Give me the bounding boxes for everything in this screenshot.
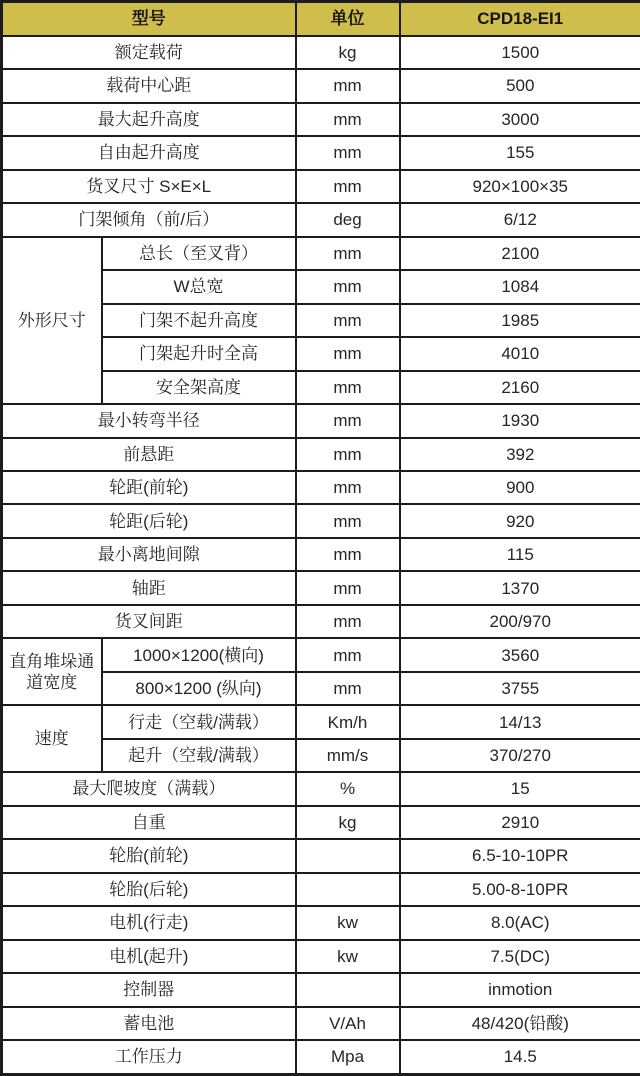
spec-value: 392 (400, 438, 640, 471)
spec-value: 155 (400, 136, 640, 169)
spec-value: 900 (400, 471, 640, 504)
spec-label: 轮胎(前轮) (2, 839, 296, 872)
spec-label: 轮距(前轮) (2, 471, 296, 504)
spec-label: 额定载荷 (2, 36, 296, 69)
spec-unit: mm (296, 672, 400, 705)
spec-unit: mm (296, 69, 400, 102)
table-row (2, 1007, 640, 1040)
spec-label: 货叉间距 (2, 605, 296, 638)
spec-unit: mm (296, 471, 400, 504)
spec-label: 蓄电池 (2, 1007, 296, 1040)
spec-unit: mm (296, 605, 400, 638)
spec-value: 14.5 (400, 1040, 640, 1074)
spec-label: 起升（空载/满载） (102, 739, 296, 772)
spec-unit: mm (296, 371, 400, 404)
table-row (2, 940, 640, 973)
spec-label: 800×1200 (纵向) (102, 672, 296, 705)
spec-label: 货叉尺寸 S×E×L (2, 170, 296, 203)
spec-value: 920×100×35 (400, 170, 640, 203)
spec-unit: mm (296, 103, 400, 136)
spec-value: 6.5-10-10PR (400, 839, 640, 872)
spec-value: 1500 (400, 36, 640, 69)
table-row (2, 103, 640, 136)
spec-label: 前悬距 (2, 438, 296, 471)
spec-group-label: 直角堆垛通道宽度 (2, 638, 102, 705)
spec-unit: mm (296, 270, 400, 303)
table-row (2, 873, 640, 906)
table-row (2, 404, 640, 437)
spec-unit: mm (296, 438, 400, 471)
spec-unit (296, 839, 400, 872)
spec-label: 电机(行走) (2, 906, 296, 939)
spec-unit: % (296, 772, 400, 805)
spec-unit: mm (296, 538, 400, 571)
spec-unit: mm (296, 638, 400, 671)
spec-value: 500 (400, 69, 640, 102)
spec-unit: mm (296, 170, 400, 203)
spec-value: inmotion (400, 973, 640, 1006)
spec-label: 控制器 (2, 973, 296, 1006)
table-row (2, 705, 640, 738)
spec-unit: kw (296, 906, 400, 939)
spec-unit: V/Ah (296, 1007, 400, 1040)
spec-unit: mm (296, 337, 400, 370)
table-row (2, 36, 640, 69)
spec-unit: mm (296, 571, 400, 604)
spec-unit: mm (296, 404, 400, 437)
spec-value: 3755 (400, 672, 640, 705)
spec-value: 48/420(铅酸) (400, 1007, 640, 1040)
spec-unit: Mpa (296, 1040, 400, 1074)
table-row (2, 806, 640, 839)
table-row (2, 1040, 640, 1074)
spec-unit: mm (296, 136, 400, 169)
spec-group-label: 外形尺寸 (2, 237, 102, 404)
spec-unit: kw (296, 940, 400, 973)
header-model-label: 型号 (2, 2, 296, 36)
spec-label: 轴距 (2, 571, 296, 604)
table-row (2, 438, 640, 471)
spec-label: 门架不起升高度 (102, 304, 296, 337)
table-row (2, 471, 640, 504)
spec-unit: mm (296, 504, 400, 537)
spec-label: 自重 (2, 806, 296, 839)
table-row (2, 839, 640, 872)
spec-label: 轮胎(后轮) (2, 873, 296, 906)
spec-unit: mm (296, 304, 400, 337)
spec-unit (296, 873, 400, 906)
spec-label: 轮距(后轮) (2, 504, 296, 537)
table-row (2, 504, 640, 537)
spec-value: 7.5(DC) (400, 940, 640, 973)
spec-value: 2100 (400, 237, 640, 270)
spec-value: 4010 (400, 337, 640, 370)
spec-value: 1930 (400, 404, 640, 437)
spec-value: 1985 (400, 304, 640, 337)
spec-label: 安全架高度 (102, 371, 296, 404)
table-row (2, 605, 640, 638)
spec-group-label: 速度 (2, 705, 102, 772)
spec-label: 总长（至叉背） (102, 237, 296, 270)
spec-label: 行走（空载/满载） (102, 705, 296, 738)
spec-value: 200/970 (400, 605, 640, 638)
spec-label: 工作压力 (2, 1040, 296, 1074)
table-row (2, 203, 640, 236)
table-row (2, 906, 640, 939)
table-row (2, 170, 640, 203)
spec-label: 电机(起升) (2, 940, 296, 973)
spec-label: 最小转弯半径 (2, 404, 296, 437)
spec-unit: deg (296, 203, 400, 236)
spec-label: 最大起升高度 (2, 103, 296, 136)
spec-label: 门架起升时全高 (102, 337, 296, 370)
spec-value: 1370 (400, 571, 640, 604)
table-row (2, 772, 640, 805)
table-row (2, 638, 640, 671)
spec-value: 115 (400, 538, 640, 571)
spec-label: W总宽 (102, 270, 296, 303)
spec-value: 6/12 (400, 203, 640, 236)
spec-label: 自由起升高度 (2, 136, 296, 169)
spec-unit: kg (296, 806, 400, 839)
spec-label: 门架倾角（前/后） (2, 203, 296, 236)
spec-value: 1084 (400, 270, 640, 303)
table-row (2, 69, 640, 102)
spec-value: 3560 (400, 638, 640, 671)
spec-unit: mm/s (296, 739, 400, 772)
spec-value: 2910 (400, 806, 640, 839)
table-row (2, 136, 640, 169)
table-row (2, 538, 640, 571)
spec-label: 1000×1200(横向) (102, 638, 296, 671)
table-row (2, 571, 640, 604)
spec-unit: kg (296, 36, 400, 69)
spec-unit: Km/h (296, 705, 400, 738)
spec-value: 370/270 (400, 739, 640, 772)
spec-value: 5.00-8-10PR (400, 873, 640, 906)
spec-value: 920 (400, 504, 640, 537)
spec-label: 最大爬坡度（满载） (2, 772, 296, 805)
header-model-value: CPD18-EI1 (400, 2, 640, 36)
spec-label: 载荷中心距 (2, 69, 296, 102)
table-header-row (2, 2, 640, 36)
spec-value: 2160 (400, 371, 640, 404)
spec-unit (296, 973, 400, 1006)
spec-value: 3000 (400, 103, 640, 136)
spec-value: 8.0(AC) (400, 906, 640, 939)
spec-unit: mm (296, 237, 400, 270)
table-row (2, 973, 640, 1006)
header-unit-label: 单位 (296, 2, 400, 36)
table-row (2, 237, 640, 270)
spec-value: 15 (400, 772, 640, 805)
spec-label: 最小离地间隙 (2, 538, 296, 571)
spec-value: 14/13 (400, 705, 640, 738)
